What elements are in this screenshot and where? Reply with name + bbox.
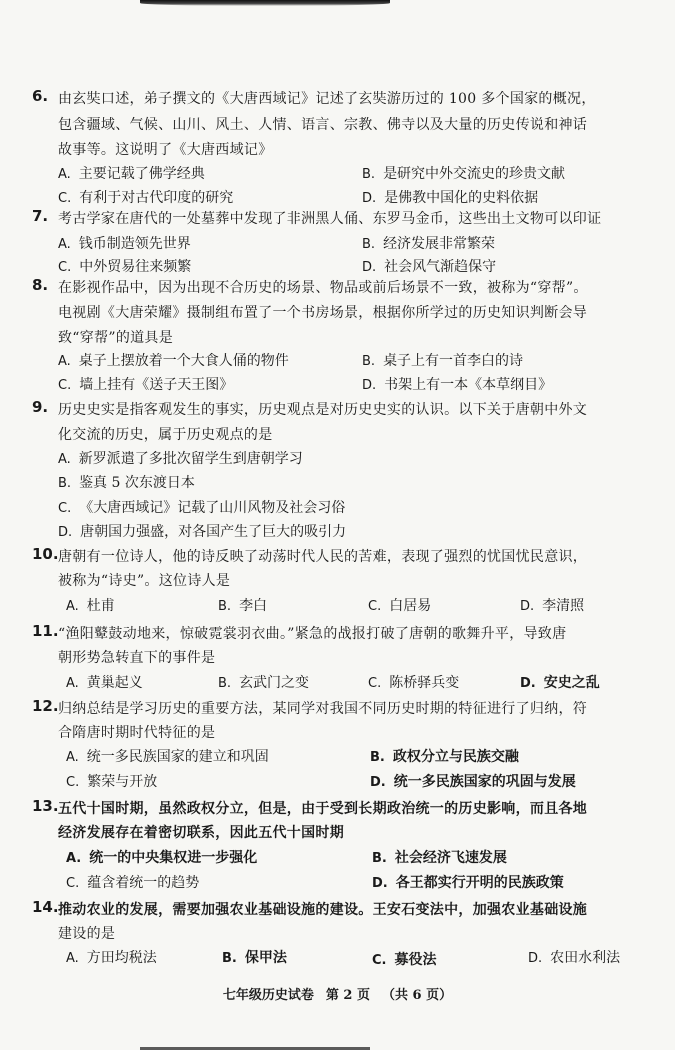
option-a: A. 统一的中央集权进一步强化 (66, 850, 258, 866)
page-number: 第 2 页 (325, 988, 370, 1003)
option-b: B. 社会经济飞速发展 (372, 850, 507, 866)
question-text-line: 五代十国时期，虽然政权分立，但是，由于受到长期政治统一的历史影响，而且各地 (58, 801, 588, 817)
option-d: D. 是佛教中国化的史料依据 (362, 190, 539, 206)
option-b: B. 玄武门之变 (218, 675, 310, 691)
option-d: D. 唐朝国力强盛，对各国产生了巨大的吸引力 (58, 524, 347, 540)
page-footer (0, 984, 675, 1003)
option-b: B. 桌子上有一首李白的诗 (362, 353, 524, 369)
question-text-line: “渔阳鼙鼓动地来，惊破霓裳羽衣曲。”紧急的战报打破了唐朝的歌舞升平，导致唐 (58, 626, 567, 642)
option-c: C. 有利于对古代印度的研究 (58, 190, 234, 206)
option-b: B. 李白 (218, 598, 268, 614)
option-a: A. 杜甫 (66, 598, 115, 614)
option-a: A. 方田均税法 (66, 950, 157, 966)
option-c: C. 繁荣与开放 (66, 774, 158, 790)
question-text-line: 考古学家在唐代的一处墓葬中发现了非洲黑人俑、东罗马金币，这些出土文物可以印证 (58, 211, 602, 227)
question-text-line: 被称为“诗史”。这位诗人是 (58, 573, 231, 589)
option-a: A. 主要记载了佛学经典 (58, 166, 205, 182)
question-number: 10. (32, 545, 59, 563)
option-c: C. 陈桥驿兵变 (368, 675, 460, 691)
question-text-line: 归纳总结是学习历史的重要方法，某同学对我国不同历史时期的特征进行了归纳，符 (58, 701, 588, 717)
question-number: 13. (32, 797, 59, 815)
question-number: 11. (32, 622, 59, 640)
question-text-line: 包含疆域、气候、山川、风土、人情、语言、宗教、佛寺以及大量的历史传说和神话 (58, 117, 588, 133)
question-number: 6. (32, 87, 49, 105)
option-b: B. 政权分立与民族交融 (370, 749, 519, 765)
question-number: 8. (32, 276, 49, 294)
option-d: D. 各王都实行开明的民族政策 (372, 875, 564, 891)
option-a: A. 黄巢起义 (66, 675, 143, 691)
option-c: C. 《大唐西域记》记载了山川风物及社会习俗 (58, 500, 346, 516)
option-d: D. 李清照 (520, 598, 585, 614)
page-total: （共 6 页） (382, 988, 453, 1003)
option-c: C. 蕴含着统一的趋势 (66, 875, 200, 891)
question-text-line: 历史史实是指客观发生的事实，历史观点是对历史史实的认识。以下关于唐朝中外文 (58, 402, 588, 418)
option-a: A. 新罗派遣了多批次留学生到唐朝学习 (58, 451, 303, 467)
question-text-line: 电视剧《大唐荣耀》摄制组布置了一个书房场景，根据你所学过的历史知识判断会导 (58, 305, 588, 321)
option-d: D. 书架上有一本《本草纲目》 (362, 377, 553, 393)
question-text-line: 化交流的历史，属于历史观点的是 (58, 427, 273, 443)
option-a: A. 统一多民族国家的建立和巩固 (66, 749, 269, 765)
option-d: D. 社会风气渐趋保守 (362, 259, 497, 275)
question-number: 9. (32, 398, 49, 416)
question-text-line: 由玄奘口述，弟子撰文的《大唐西域记》记述了玄奘游历过的 100 多个国家的概况， (58, 91, 596, 107)
option-d: D. 统一多民族国家的巩固与发展 (370, 774, 576, 790)
option-c: C. 白居易 (368, 598, 432, 614)
option-c: C. 墙上挂有《送子天王图》 (58, 377, 234, 393)
scan-edge-top (140, 0, 390, 6)
option-d: D. 安史之乱 (520, 675, 600, 691)
question-text-line: 经济发展存在着密切联系，因此五代十国时期 (58, 825, 344, 841)
question-text-line: 在影视作品中，因为出现不合历史的场景、物品或前后场景不一致，被称为“穿帮”。 (58, 280, 588, 296)
option-b: B. 保甲法 (222, 950, 287, 966)
option-a: A. 钱币制造领先世界 (58, 236, 191, 252)
option-b: B. 是研究中外交流史的珍贵文献 (362, 166, 566, 182)
question-number: 14. (32, 898, 59, 916)
option-a: A. 桌子上摆放着一个大食人俑的物件 (58, 353, 289, 369)
option-b: B. 鉴真 5 次东渡日本 (58, 475, 195, 491)
question-text-line: 合隋唐时期时代特征的是 (58, 725, 216, 741)
question-text-line: 朝形势急转直下的事件是 (58, 650, 216, 666)
question-text-line: 致“穿帮”的道具是 (58, 330, 174, 346)
option-c: C. 中外贸易往来频繁 (58, 259, 192, 275)
question-text-line: 建设的是 (58, 926, 116, 942)
question-number: 12. (32, 697, 59, 715)
option-c: C. 募役法 (372, 952, 437, 968)
option-d: D. 农田水利法 (528, 950, 621, 966)
question-text-line: 故事等。这说明了《大唐西域记》 (58, 142, 273, 158)
option-b: B. 经济发展非常繁荣 (362, 236, 496, 252)
question-number: 7. (32, 207, 49, 225)
question-text-line: 推动农业的发展，需要加强农业基础设施的建设。王安石变法中，加强农业基础设施 (58, 902, 588, 918)
exam-title: 七年级历史试卷 (222, 988, 314, 1003)
question-text-line: 唐朝有一位诗人，他的诗反映了动荡时代人民的苦难，表现了强烈的忧国忧民意识， (58, 549, 588, 565)
